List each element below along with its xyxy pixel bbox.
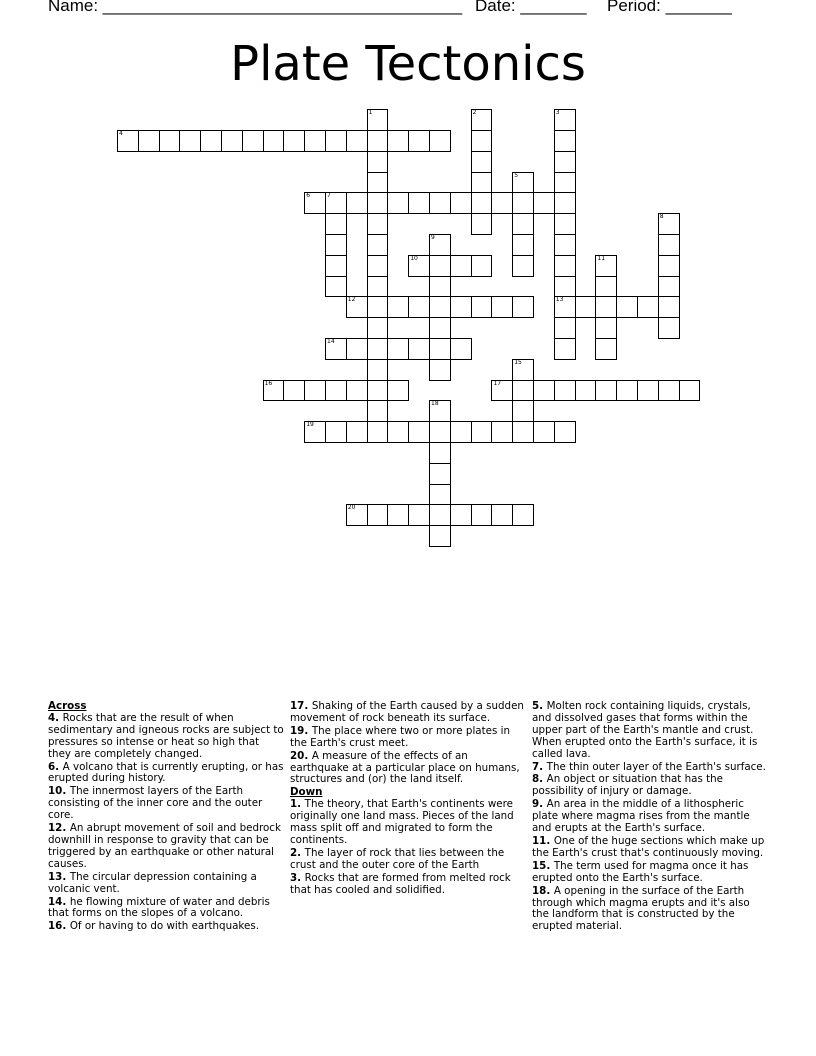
grid-cell[interactable] [616, 296, 638, 318]
grid-cell[interactable] [367, 317, 389, 339]
grid-cell[interactable] [679, 380, 701, 402]
grid-cell[interactable] [304, 380, 326, 402]
grid-cell[interactable] [491, 192, 513, 214]
grid-cell[interactable] [512, 255, 534, 277]
grid-cell[interactable] [554, 130, 576, 152]
grid-cell[interactable] [408, 338, 430, 360]
grid-cell[interactable] [554, 151, 576, 173]
grid-cell[interactable] [138, 130, 160, 152]
clue-item-text: The circular depression containing a volcanic vent. [48, 870, 257, 895]
grid-cell[interactable] [658, 276, 680, 298]
clue-item [48, 897, 284, 921]
grid-cell[interactable] [387, 338, 409, 360]
grid-cell[interactable] [512, 421, 534, 443]
clue-item [290, 751, 526, 787]
clue-item-number: 16. [48, 920, 70, 933]
clue-number: 16 [264, 379, 273, 387]
grid-cell[interactable] [263, 380, 285, 402]
grid-cell[interactable] [450, 421, 472, 443]
clue-item-text: A measure of the effects of an earthquake at a particular place on humans, structures and (or) the land itself. [290, 749, 520, 786]
clue-item [532, 799, 768, 835]
grid-cell[interactable] [387, 504, 409, 526]
clue-number: 13 [555, 296, 564, 304]
grid-cell[interactable] [242, 130, 264, 152]
grid-cell[interactable] [595, 255, 617, 277]
grid-cell[interactable] [595, 338, 617, 360]
grid-cell[interactable] [637, 296, 659, 318]
clue-item-text: The place where two or more plates in the Earth's crust meet. [290, 724, 511, 749]
clue-number: 15 [514, 358, 522, 366]
grid-cell[interactable] [325, 276, 347, 298]
grid-cell[interactable] [367, 192, 389, 214]
grid-cell[interactable] [512, 172, 534, 194]
clue-item-number: 4. [48, 711, 63, 724]
grid-cell[interactable] [367, 380, 389, 402]
grid-cell[interactable] [429, 463, 451, 485]
grid-cell[interactable] [429, 192, 451, 214]
grid-cell[interactable] [346, 380, 368, 402]
grid-cell[interactable] [346, 338, 368, 360]
grid-cell[interactable] [408, 504, 430, 526]
grid-cell[interactable] [471, 421, 493, 443]
grid-cell[interactable] [367, 130, 389, 152]
grid-cell[interactable] [367, 421, 389, 443]
clue-item-text: An area in the middle of a lithospheric plate where magma rises from the mantle and erupts at the Earth's surface. [532, 798, 750, 835]
clue-number: 14 [327, 338, 335, 345]
grid-cell[interactable] [346, 192, 368, 214]
grid-cell[interactable] [429, 421, 451, 443]
period-field[interactable]: Period: _______ [607, 0, 732, 15]
grid-cell[interactable] [471, 213, 493, 235]
clue-number: 10 [410, 254, 418, 262]
grid-cell[interactable] [304, 192, 326, 214]
clue-number: 20 [347, 504, 356, 512]
clue-section-heading: Down [290, 786, 323, 799]
grid-cell[interactable] [159, 130, 181, 152]
grid-cell[interactable] [346, 296, 368, 318]
grid-cell[interactable] [533, 421, 555, 443]
clue-item-text: An object or situation that has the possibility of injury or damage. [532, 773, 723, 798]
grid-cell[interactable] [325, 338, 347, 360]
name-field[interactable]: Name: ______________________________________ [48, 0, 463, 15]
grid-cell[interactable] [450, 504, 472, 526]
grid-cell[interactable] [554, 421, 576, 443]
clue-item-number: 18. [532, 884, 554, 897]
clue-item-number: 12. [48, 822, 70, 835]
grid-cell[interactable] [658, 317, 680, 339]
grid-cell[interactable] [554, 317, 576, 339]
grid-cell[interactable] [533, 192, 555, 214]
grid-cell[interactable] [429, 296, 451, 318]
clue-item-text: The layer of rock that lies between the crust and the outer core of the Earth [290, 846, 505, 871]
clue-number: 19 [306, 421, 314, 429]
grid-cell[interactable] [367, 504, 389, 526]
clue-item-text: The thin outer layer of the Earth's surface. [546, 760, 766, 773]
grid-cell[interactable] [471, 255, 493, 277]
clue-number: 11 [597, 254, 606, 262]
grid-cell[interactable] [491, 421, 513, 443]
clue-section-heading: Across [48, 700, 87, 712]
clue-number: 5 [514, 171, 519, 179]
grid-cell[interactable] [471, 172, 493, 194]
grid-cell[interactable] [491, 296, 513, 318]
clue-item [532, 774, 768, 798]
clue-item-number: 19. [290, 724, 312, 737]
grid-cell[interactable] [595, 380, 617, 402]
grid-cell[interactable] [554, 109, 576, 131]
grid-cell[interactable] [471, 130, 493, 152]
clue-item-number: 13. [48, 870, 70, 883]
date-field[interactable]: Date: _______ [475, 0, 587, 15]
grid-cell[interactable] [117, 130, 139, 152]
grid-cell[interactable] [450, 255, 472, 277]
grid-cell[interactable] [429, 130, 451, 152]
clue-item [532, 762, 768, 774]
grid-cell[interactable] [554, 213, 576, 235]
grid-cell[interactable] [512, 359, 534, 381]
grid-cell[interactable] [429, 400, 451, 422]
clue-number: 8 [659, 213, 664, 221]
grid-cell[interactable] [346, 421, 368, 443]
page-title: Plate Tectonics [230, 36, 586, 92]
grid-cell[interactable] [450, 296, 472, 318]
grid-cell[interactable] [595, 317, 617, 339]
grid-cell[interactable] [408, 255, 430, 277]
clue-item-number: 7. [532, 760, 547, 773]
grid-cell[interactable] [304, 421, 326, 443]
grid-cell[interactable] [471, 109, 493, 131]
clue-number: 1 [368, 109, 373, 117]
clue-number: 4 [119, 130, 123, 137]
grid-cell[interactable] [387, 130, 409, 152]
clue-item-number: 1. [290, 798, 305, 811]
grid-cell[interactable] [429, 338, 451, 360]
clue-item-text: The theory, that Earth's continents were originally one land mass. Pieces of the land mass split off and migrated to form the continents. [290, 798, 514, 846]
clue-item-text: Shaking of the Earth caused by a sudden movement of rock beneath its surface. [290, 700, 524, 724]
grid-cell[interactable] [367, 109, 389, 131]
grid-cell[interactable] [367, 276, 389, 298]
grid-cell[interactable] [179, 130, 201, 152]
grid-cell[interactable] [367, 400, 389, 422]
clue-item [48, 786, 284, 822]
clues-column-3 [532, 701, 768, 934]
clue-item-number: 6. [48, 760, 63, 773]
grid-cell[interactable] [304, 130, 326, 152]
clue-item-number: 3. [290, 871, 305, 884]
grid-cell[interactable] [554, 276, 576, 298]
grid-cell[interactable] [595, 276, 617, 298]
clue-item-text: A opening in the surface of the Earth through which magma erupts and it's also the landform that is constructed by the erupted material. [532, 884, 750, 933]
clue-item [290, 726, 526, 750]
grid-cell[interactable] [658, 255, 680, 277]
clue-item [532, 861, 768, 885]
clue-item [48, 872, 284, 896]
clue-item-text: Rocks that are the result of when sedimentary and igneous rocks are subject to pressures so intense or heat so high that they are completely changed. [48, 711, 284, 760]
grid-cell[interactable] [658, 213, 680, 235]
grid-cell[interactable] [408, 421, 430, 443]
grid-cell[interactable] [387, 296, 409, 318]
grid-cell[interactable] [367, 296, 389, 318]
grid-cell[interactable] [325, 234, 347, 256]
grid-cell[interactable] [471, 151, 493, 173]
grid-cell[interactable] [533, 380, 555, 402]
grid-cell[interactable] [346, 130, 368, 152]
clue-item-text: One of the huge sections which make up the Earth's crust that's continuously moving. [532, 834, 765, 859]
clue-item [48, 823, 284, 871]
grid-cell[interactable] [512, 192, 534, 214]
grid-cell[interactable] [595, 296, 617, 318]
clues-column-1 [48, 701, 284, 934]
grid-cell[interactable] [367, 234, 389, 256]
clue-item [290, 848, 526, 872]
clue-item-text: The term used for magma once it has erupted onto the Earth's surface. [532, 859, 749, 884]
grid-cell[interactable] [325, 421, 347, 443]
clue-item-number: 20. [290, 749, 312, 762]
grid-cell[interactable] [554, 380, 576, 402]
grid-cell[interactable] [408, 192, 430, 214]
grid-cell[interactable] [367, 338, 389, 360]
clue-number: 7 [327, 192, 331, 200]
grid-cell[interactable] [554, 172, 576, 194]
grid-cell[interactable] [637, 380, 659, 402]
clue-item-text: Of or having to do with earthquakes. [69, 920, 259, 933]
grid-cell[interactable] [491, 504, 513, 526]
grid-cell[interactable] [450, 192, 472, 214]
grid-cell[interactable] [429, 276, 451, 298]
clue-item-number: 17. [290, 700, 312, 712]
clue-item-number: 8. [532, 773, 547, 786]
clue-item-number: 2. [290, 846, 305, 859]
grid-cell[interactable] [387, 192, 409, 214]
grid-cell[interactable] [471, 192, 493, 214]
grid-cell[interactable] [554, 192, 576, 214]
grid-cell[interactable] [429, 525, 451, 547]
grid-cell[interactable] [408, 130, 430, 152]
grid-cell[interactable] [471, 504, 493, 526]
grid-cell[interactable] [575, 296, 597, 318]
clue-item-text: A volcano that is currently erupting, or has erupted during history. [48, 760, 284, 785]
grid-cell[interactable] [512, 400, 534, 422]
clue-item [290, 873, 526, 897]
clue-item [532, 886, 768, 934]
clue-item [532, 701, 768, 761]
grid-cell[interactable] [367, 213, 389, 235]
grid-cell[interactable] [554, 296, 576, 318]
grid-cell[interactable] [263, 130, 285, 152]
grid-cell[interactable] [367, 359, 389, 381]
clue-number: 12 [347, 296, 356, 304]
clue-item-text: Molten rock containing liquids, crystals, and dissolved gases that forms within the upper part of the Earth's mantle and crust. When erupted onto the Earth's surface, it is called lava. [532, 700, 758, 760]
clue-item-number: 5. [532, 700, 547, 712]
clue-item-number: 15. [532, 859, 554, 872]
grid-cell[interactable] [512, 213, 534, 235]
grid-cell[interactable] [658, 380, 680, 402]
clue-item [48, 762, 284, 786]
grid-cell[interactable] [471, 296, 493, 318]
grid-cell[interactable] [429, 484, 451, 506]
grid-cell[interactable] [554, 338, 576, 360]
grid-cell[interactable] [283, 380, 305, 402]
grid-cell[interactable] [429, 317, 451, 339]
grid-cell[interactable] [408, 296, 430, 318]
clue-item [290, 701, 526, 725]
grid-cell[interactable] [575, 380, 597, 402]
clue-item-text: Rocks that are formed from melted rock that has cooled and solidified. [290, 871, 511, 896]
clue-item-number: 9. [532, 798, 547, 811]
grid-cell[interactable] [429, 255, 451, 277]
clue-item-number: 14. [48, 895, 70, 908]
clue-item-number: 10. [48, 785, 70, 798]
clue-item-text: he flowing mixture of water and debris that forms on the slopes of a volcano. [48, 895, 270, 920]
grid-cell[interactable] [387, 380, 409, 402]
clue-number: 2 [472, 109, 477, 117]
clue-number: 17 [493, 379, 502, 387]
grid-cell[interactable] [367, 151, 389, 173]
clue-item [48, 921, 284, 933]
clue-item [290, 799, 526, 847]
clue-number: 3 [555, 109, 560, 117]
clue-item-text: An abrupt movement of soil and bedrock downhill in response to gravity that can be triggered by an earthquake or other natural causes. [48, 822, 281, 870]
clue-number: 6 [306, 192, 311, 200]
clue-item [48, 713, 284, 761]
grid-cell[interactable] [658, 234, 680, 256]
grid-cell[interactable] [346, 504, 368, 526]
grid-cell[interactable] [387, 421, 409, 443]
grid-cell[interactable] [325, 380, 347, 402]
clue-item-text: The innermost layers of the Earth consisting of the inner core and the outer core. [48, 785, 263, 822]
grid-cell[interactable] [450, 338, 472, 360]
grid-cell[interactable] [554, 255, 576, 277]
grid-cell[interactable] [325, 130, 347, 152]
grid-cell[interactable] [429, 504, 451, 526]
grid-cell[interactable] [512, 504, 534, 526]
clue-item [532, 836, 768, 860]
grid-cell[interactable] [325, 255, 347, 277]
grid-cell[interactable] [512, 380, 534, 402]
grid-cell[interactable] [325, 192, 347, 214]
grid-cell[interactable] [367, 172, 389, 194]
grid-cell[interactable] [616, 380, 638, 402]
grid-cell[interactable] [429, 442, 451, 464]
grid-cell[interactable] [221, 130, 243, 152]
grid-cell[interactable] [512, 234, 534, 256]
grid-cell[interactable] [367, 255, 389, 277]
grid-cell[interactable] [554, 234, 576, 256]
grid-cell[interactable] [491, 380, 513, 402]
clues-column-2 [290, 701, 526, 898]
grid-cell[interactable] [429, 359, 451, 381]
grid-cell[interactable] [512, 296, 534, 318]
clue-number: 18 [431, 400, 439, 408]
clue-item-number: 11. [532, 834, 554, 847]
grid-cell[interactable] [325, 213, 347, 235]
grid-cell[interactable] [429, 234, 451, 256]
clue-number: 9 [431, 234, 435, 241]
grid-cell[interactable] [658, 296, 680, 318]
grid-cell[interactable] [283, 130, 305, 152]
grid-cell[interactable] [200, 130, 222, 152]
